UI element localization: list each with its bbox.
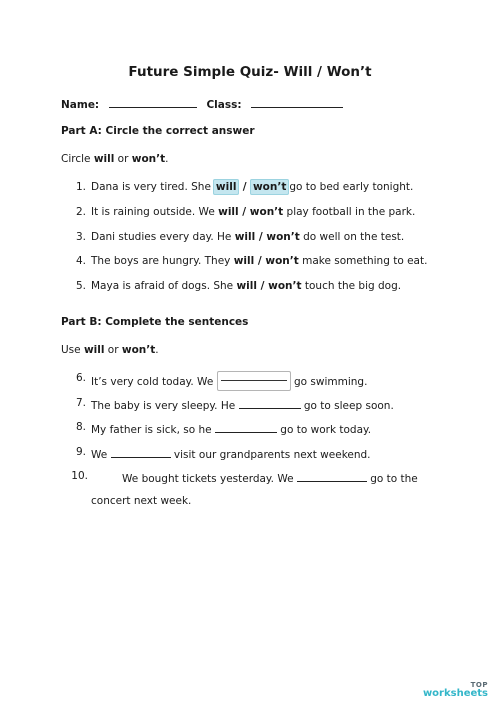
option-slash: / [254,255,266,267]
question-7 [91,397,394,412]
instr-text: Use [61,344,84,356]
option-slash: / [238,206,250,218]
question-text: visit our grandparents next weekend. [170,449,371,461]
instr-wont: won’t [121,344,156,356]
option-wont[interactable]: won’t [266,231,300,243]
part-a-heading: Part A: Circle the correct answer [61,125,255,137]
question-10 [122,470,418,485]
question-text: touch the big dog. [301,280,402,292]
question-text: go swimming. [293,376,368,388]
question-number: 7. [75,397,86,409]
question-number: 8. [75,421,86,433]
answer-blank[interactable] [297,470,367,482]
question-text: go to sleep soon. [300,400,394,412]
option-wont[interactable]: won’t [268,280,302,292]
question-number: 3. [75,231,86,243]
question-text: The baby is very sleepy. He [91,400,239,412]
option-wont[interactable]: won’t [249,206,284,218]
answer-blank[interactable] [215,421,277,433]
page-title: Future Simple Quiz- Will / Won’t [128,64,372,80]
question-6 [91,372,367,392]
question-number: 9. [75,446,86,458]
top-worksheets-logo [423,682,488,699]
answer-input-box[interactable] [217,371,291,391]
instr-end: . [165,153,169,165]
question-text: play football in the park. [283,206,416,218]
answer-blank[interactable] [111,446,171,458]
part-a-instruction [61,153,169,165]
question-number: 6. [75,372,86,384]
logo-worksheets-text: worksheets [422,688,488,699]
question-text: We [91,449,111,461]
question-text: The boys are hungry. They [91,255,234,267]
question-number: 5. [75,280,86,292]
question-8 [91,421,371,436]
option-will[interactable]: will [236,280,257,292]
question-text: Dana is very tired. She [91,181,211,193]
question-text: My father is sick, so he [91,424,215,436]
question-1 [91,181,413,193]
instr-or: or [104,344,122,356]
question-4 [91,255,427,267]
question-number: 10. [71,470,88,482]
option-wont[interactable]: won’t [265,255,299,267]
question-number: 2. [75,206,86,218]
instr-or: or [114,153,132,165]
question-text: do well on the test. [299,231,405,243]
question-text: Maya is afraid of dogs. She [91,280,237,292]
instr-text: Circle [61,153,94,165]
instr-will: will [93,153,115,165]
question-number: 1. [75,181,86,193]
question-text: go to work today. [276,424,372,436]
option-slash: / [242,181,247,193]
instr-will: will [83,344,105,356]
instr-end: . [155,344,159,356]
option-slash: / [255,231,267,243]
question-text: go to bed early tonight. [289,181,414,193]
question-text: Dani studies every day. He [91,231,235,243]
question-text: It is raining outside. We [91,206,219,218]
part-b-instruction [61,344,159,356]
logo-top-text: TOP [470,681,488,689]
part-b-heading: Part B: Complete the sentences [61,316,249,328]
option-slash: / [256,280,269,292]
name-blank[interactable] [109,96,197,108]
name-label: Name: [61,99,100,111]
option-will[interactable]: will [218,206,239,218]
question-text: We bought tickets yesterday. We [122,473,297,485]
question-10-continued: concert next week. [91,495,192,507]
instr-wont: won’t [131,153,166,165]
question-3 [91,231,404,243]
option-will[interactable]: will [234,231,256,243]
class-blank[interactable] [251,96,343,108]
question-number: 4. [75,255,86,267]
question-9 [91,446,371,461]
option-will-circled[interactable]: will [213,179,240,195]
question-2 [91,206,415,218]
question-text: go to the [366,473,418,485]
question-text: It’s very cold today. We [91,376,214,388]
name-class-row [61,96,343,111]
question-text: make something to eat. [298,255,428,267]
option-wont-circled[interactable]: won’t [250,179,289,195]
question-5 [91,280,401,292]
answer-blank[interactable] [239,397,301,409]
class-label: Class: [206,99,242,111]
option-will[interactable]: will [233,255,255,267]
